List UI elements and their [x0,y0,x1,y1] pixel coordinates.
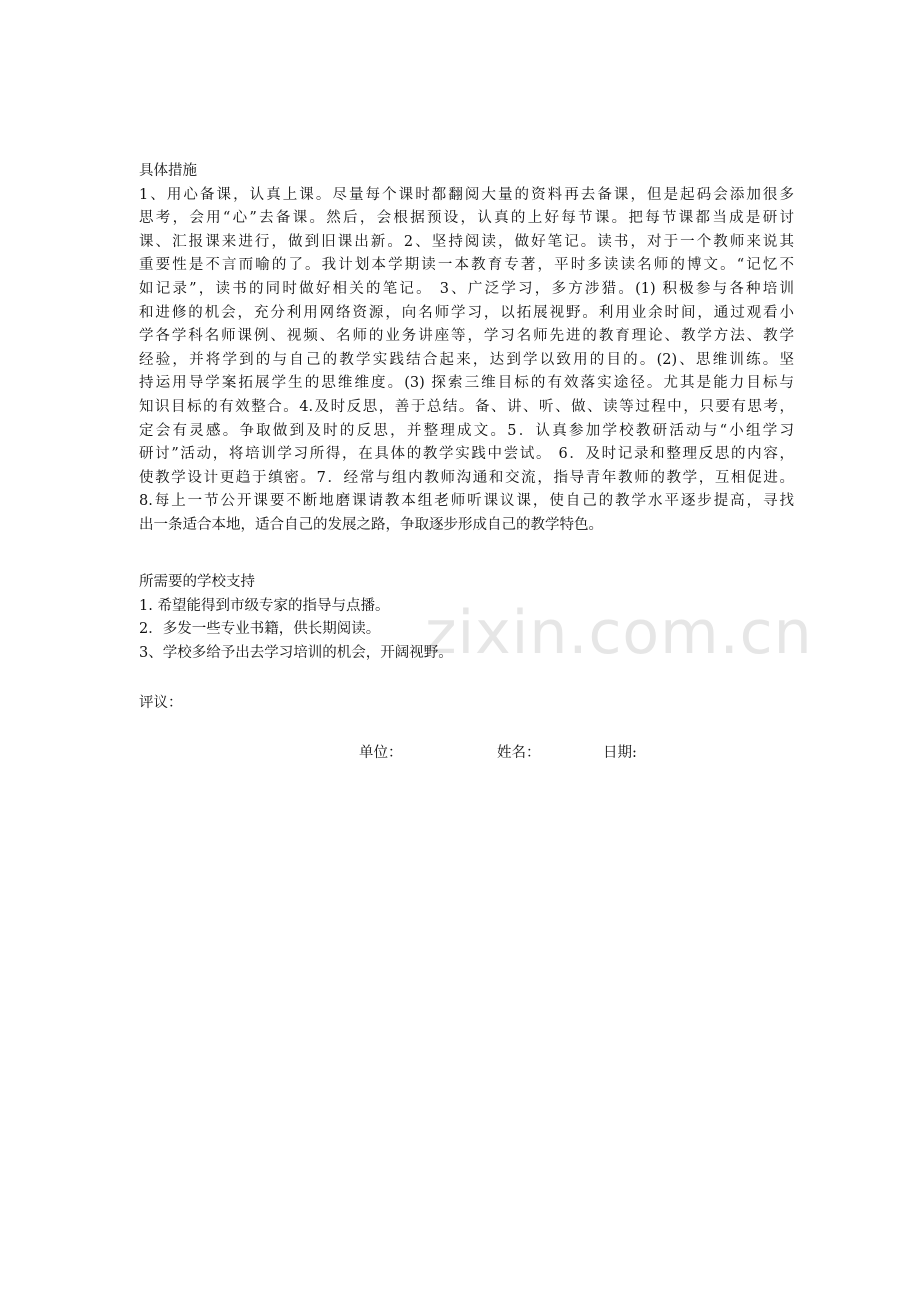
measures-line: 定会有灵感。争取做到及时的反思，并整理成文。5．认真参加学校教研活动与“小组学习 [139,422,794,439]
measures-heading: 具体措施 [139,163,197,179]
measures-line: 出一条适合本地，适合自己的发展之路，争取逐步形成自己的教学特色。 [139,516,603,533]
measures-line: 和进修的机会，充分利用网络资源，向名师学习，以拓展视野。利用业余时间，通过观看小 [139,304,794,321]
measures-line: 1、用心备课，认真上课。尽量每个课时都翻阅大量的资料再去备课，但是起码会添加很多 [139,186,794,203]
measures-line: 知识目标的有效整合。4.及时反思，善于总结。备、讲、听、做、读等过程中，只要有思考， [139,398,794,415]
measures-line: 思考，会用“心”去备课。然后，会根据预设，认真的上好每节课。把每节课都当成是研讨 [139,210,794,227]
measures-line: 8.每上一节公开课要不断地磨课请教本组老师听课议课，使自己的教学水平逐步提高，寻找 [139,493,794,510]
comment-label: 评议： [139,695,183,711]
signature-unit-label: 单位： [359,745,403,761]
measures-section [139,160,794,538]
support-item: 1. 希望能得到市级专家的指导与点播。 [139,597,390,614]
support-heading: 所需要的学校支持 [139,574,255,590]
signature-name-label: 姓名： [497,745,541,761]
measures-line: 使教学设计更趋于缜密。7．经常与组内教师沟通和交流，指导青年教师的教学，互相促进。 [139,469,794,486]
measures-line: 重要性是不言而喻的了。我计划本学期读一本教育专著，平时多读读名师的博文。“记忆不 [139,257,794,274]
watermark: zixin.com.cn [425,598,813,668]
measures-line: 如记录”，读书的同时做好相关的笔记。 3、广泛学习，多方涉猎。(1) 积极参与各种培训 [139,280,794,297]
support-item: 3、学校多给予出去学习培训的机会，开阔视野。 [139,644,453,661]
measures-line: 经验，并将学到的与自己的教学实践结合起来，达到学以致用的目的。(2)、思维训练。坚 [139,351,794,368]
support-section [139,571,794,665]
support-item: 2．多发一些专业书籍，供长期阅读。 [139,621,381,638]
measures-line: 学各学科名师课例、视频、名师的业务讲座等，学习名师先进的教育理论、教学方法、教学 [139,328,794,345]
measures-line: 研讨”活动，将培训学习所得，在具体的教学实践中尝试。 6．及时记录和整理反思的内容， [139,446,794,463]
signature-date-label: 日期: [603,745,637,761]
measures-line: 课、汇报课来进行，做到旧课出新。2、坚持阅读，做好笔记。读书，对于一个教师来说其 [139,233,794,250]
measures-line: 持运用导学案拓展学生的思维维度。(3) 探索三维目标的有效落实途径。尤其是能力目标与 [139,375,794,392]
